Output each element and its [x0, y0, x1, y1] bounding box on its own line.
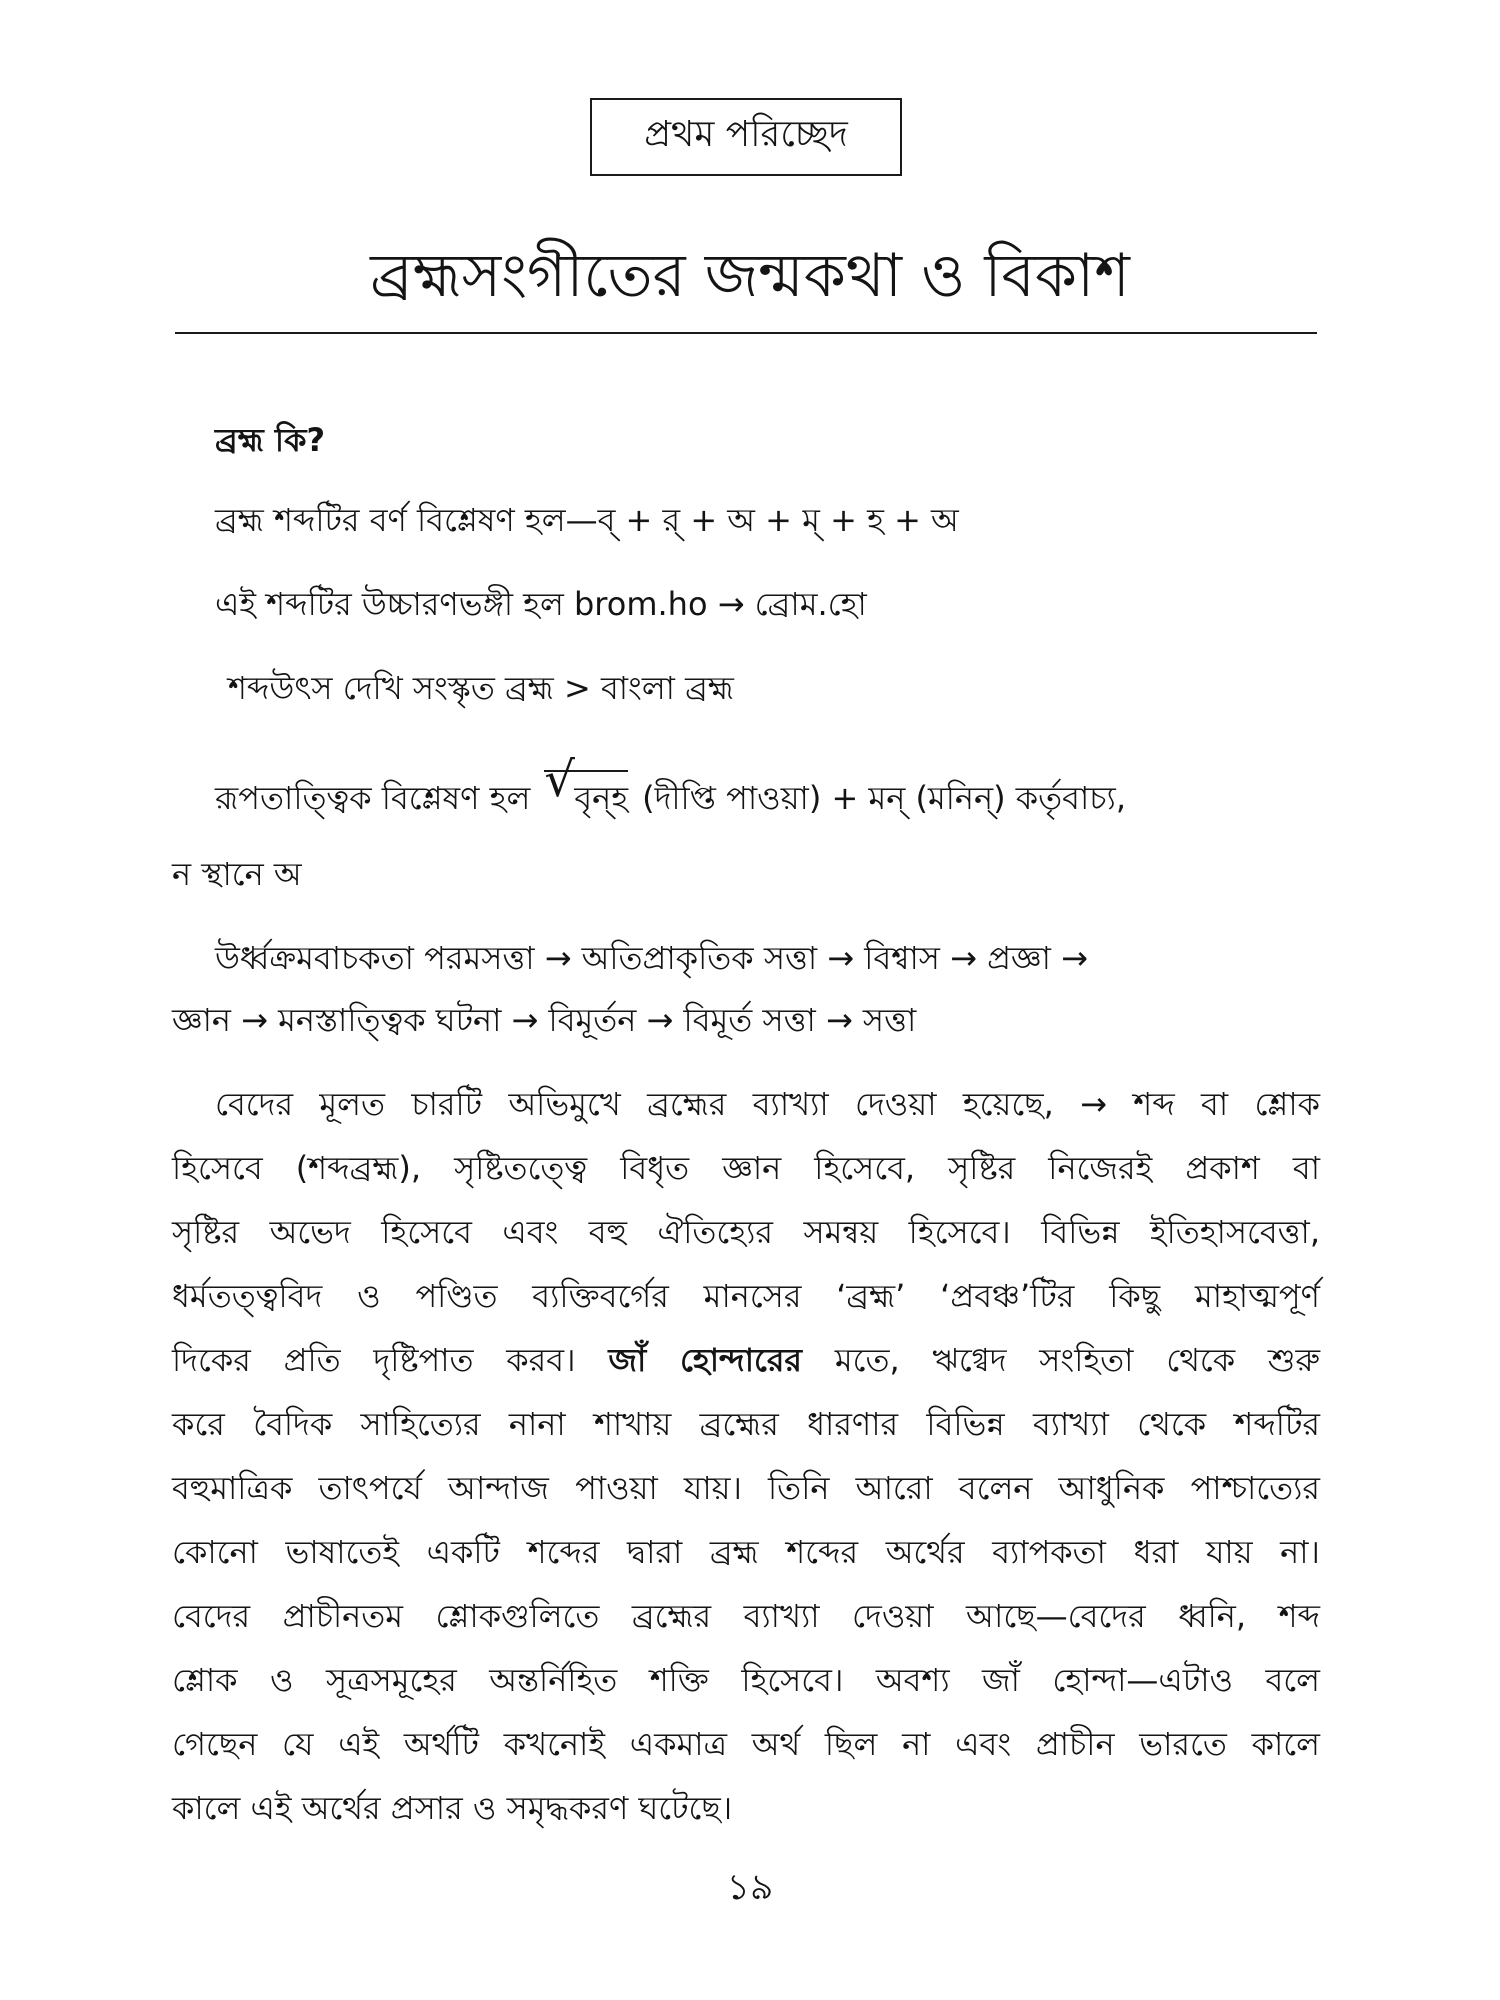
phoneme-breakdown-line: ব্রহ্ম শব্দটির বর্ণ বিশ্লেষণ হল—ব্‌ + র্‌ + অ + ম্‌ + হ + অ [215, 501, 959, 539]
paragraph-line: বেদের মূলত চারটি অভিমুখে ব্রহ্মের ব্যাখ্যা দেওয়া হয়েছে, → শব্দ বা শ্লোক [215, 1085, 1320, 1123]
chapter-title: ব্রহ্মসংগীতের জন্মকথা ও বিকাশ [370, 241, 1130, 311]
paragraph-line: শ্লোক ও সূত্রসমূহের অন্তর্নিহিত শক্তি হিসেবে। অবশ্য জাঁ হোন্দা—এটাও বলে [172, 1661, 1320, 1699]
hierarchy-line-1: উর্ধ্বক্রমবাচকতা পরমসত্তা → অতিপ্রাকৃতিক সত্তা → বিশ্বাস → প্রজ্ঞা → [215, 939, 1088, 977]
paragraph-line: করে বৈদিক সাহিত্যের নানা শাখায় ব্রহ্মের ধারণার বিভিন্ন ব্যাখ্যা থেকে শব্দটির [172, 1405, 1320, 1443]
paragraph-line [172, 1338, 1320, 1382]
morphology-line [215, 770, 1126, 820]
paragraph-line: হিসেবে (শব্দব্রহ্ম), সৃষ্টিতত্ত্বে বিধৃত জ্ঞান হিসেবে, সৃষ্টির নিজেরই প্রকাশ বা [172, 1149, 1320, 1187]
morphology-continuation: ন স্থানে অ [172, 855, 302, 893]
paragraph-line: বহুমাত্রিক তাৎপর্যে আন্দাজ পাওয়া যায়। তিনি আরো বলেন আধুনিক পাশ্চাত্যের [172, 1469, 1320, 1507]
pronunciation-line: এই শব্দটির উচ্চারণভঙ্গী হল brom.ho → ব্রোম.হো [215, 585, 867, 623]
paragraph-line: কোনো ভাষাতেই একটি শব্দের দ্বারা ব্রহ্ম শব্দের অর্থের ব্যাপকতা ধরা যায় না। [172, 1533, 1320, 1571]
paragraph-text: মতে, ঋগ্বেদ সংহিতা থেকে শুরু [834, 1341, 1321, 1379]
morphology-root: বৃন্‌হ [574, 779, 629, 817]
title-divider [175, 332, 1317, 334]
section-heading: ব্রহ্ম কি? [215, 421, 326, 459]
paragraph-line: বেদের প্রাচীনতম শ্লোকগুলিতে ব্রহ্মের ব্যাখ্যা দেওয়া আছে—বেদের ধ্বনি, শব্দ [172, 1597, 1320, 1635]
etymology-line: শব্দউৎস দেখি সংস্কৃত ব্রহ্ম > বাংলা ব্রহ্ম [228, 669, 734, 707]
paragraph-text: দিকের প্রতি দৃষ্টিপাত করব। [172, 1341, 576, 1379]
chapter-label: প্রথম পরিচ্ছেদ [590, 98, 902, 176]
morphology-suffix: (দীপ্তি পাওয়া) + মন্‌ (মনিন্‌) কর্তৃবাচ্য, [642, 779, 1126, 817]
hierarchy-line-2: জ্ঞান → মনস্তাত্ত্বিক ঘটনা → বিমূর্তন → বিমূর্ত সত্তা → সত্তা [172, 1001, 917, 1039]
paragraph-line: গেছেন যে এই অর্থটি কখনোই একমাত্র অর্থ ছিল না এবং প্রাচীন ভারতে কালে [172, 1725, 1320, 1763]
paragraph-line: কালে এই অর্থের প্রসার ও সমৃদ্ধকরণ ঘটেছে। [172, 1789, 733, 1827]
paragraph-line: ধর্মতত্ত্ববিদ ও পণ্ডিত ব্যক্তিবর্গের মানসের ‘ব্রহ্ম’ ‘প্রবঞ্চ’টির কিছু মাহাত্মপূর্ণ [172, 1277, 1320, 1315]
paragraph-line: সৃষ্টির অভেদ হিসেবে এবং বহু ঐতিহ্যের সমন্বয় হিসেবে। বিভিন্ন ইতিহাসবেত্তা, [172, 1213, 1320, 1251]
page-number: ১৯ [726, 1867, 774, 1908]
author-name: জাঁ হোন্দারের [608, 1341, 803, 1379]
root-radical [544, 770, 628, 820]
morphology-prefix: রূপতাত্ত্বিক বিশ্লেষণ হল [215, 779, 531, 817]
